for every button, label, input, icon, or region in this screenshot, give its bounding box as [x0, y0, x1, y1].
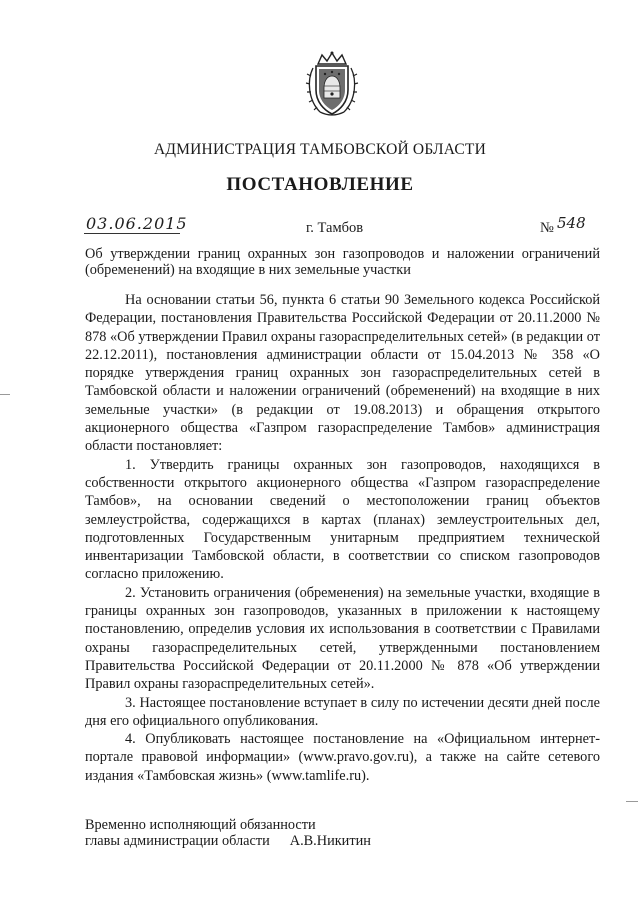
document-city: г. Тамбов [306, 220, 364, 236]
signatory-name: А.В.Никитин [289, 833, 371, 849]
document-body [85, 291, 600, 785]
document-subject: Об утверждении границ охранных зон газопроводов и наложении ограничений (обременений) на входящие в них земельные участки [85, 246, 600, 278]
signature-block [85, 817, 445, 849]
document-number-label: № [540, 220, 554, 236]
date-underline [84, 233, 180, 234]
coat-of-arms-icon [300, 50, 364, 120]
organization-name: АДМИНИСТРАЦИЯ ТАМБОВСКОЙ ОБЛАСТИ [154, 141, 486, 158]
clause-2: 2. Установить ограничения (обременения) на земельные участки, входящие в границы охранных зон газопроводов, указанных в приложении к настоящему постановлению, определив условия их использования в соответствии с Правилами охраны газораспределительных сетей, утвержденными постановлением Правительства Российской Федерации от 20.11.2000 № 878 «Об утверждении Правил охраны газораспределительных сетей». [85, 584, 600, 693]
scan-margin-mark [626, 801, 638, 802]
signatory-position-line1: Временно исполняющий обязанности [85, 817, 316, 833]
document-number: 548 [557, 214, 586, 232]
scan-margin-mark [0, 394, 10, 395]
document-date: 03.06.2015 [86, 214, 188, 233]
clause-1: 1. Утвердить границы охранных зон газопроводов, находящихся в собственности открытого акционерного общества «Газпром газораспределение Тамбов», на основании сведений о местоположении границ объектов землеустройства, содержащихся в картах (планах) землеустроительных дел, подготовленных Государственным унитарным предприятием технической инвентаризации Тамбовской области, в соответствии со списком газопроводов согласно приложению. [85, 456, 600, 583]
preamble-paragraph: На основании статьи 56, пункта 6 статьи 90 Земельного кодекса Российской Федерации, постановления Правительства Российской Федерации от 20.11.2000 № 878 «Об утверждении Правил охраны газораспределительных сетей» (в редакции от 22.12.2011), постановления администрации области от 15.04.2013 № 358 «О порядке утверждения границ охранных зон газораспределительных сетей в Тамбовской области и наложении ограничений (обременений) на входящие в них земельные участки» (в редакции от 19.08.2013) и обращения открытого акционерного общества «Газпром газораспределение Тамбов» администрация области постановляет: [85, 292, 600, 455]
clause-3: 3. Настоящее постановление вступает в силу по истечении десяти дней после дня его официального опубликования. [85, 694, 600, 729]
document-type-title: ПОСТАНОВЛЕНИЕ [226, 174, 414, 195]
signatory-position-line2: главы администрации области [85, 833, 270, 849]
signature-row [85, 833, 445, 849]
clause-4: 4. Опубликовать настоящее постановление на «Официальном интернет-портале правовой информации» (www.pravo.gov.ru), а также на сайте сетевого издания «Тамбовская жизнь» (www.tamlife.ru). [85, 731, 600, 784]
